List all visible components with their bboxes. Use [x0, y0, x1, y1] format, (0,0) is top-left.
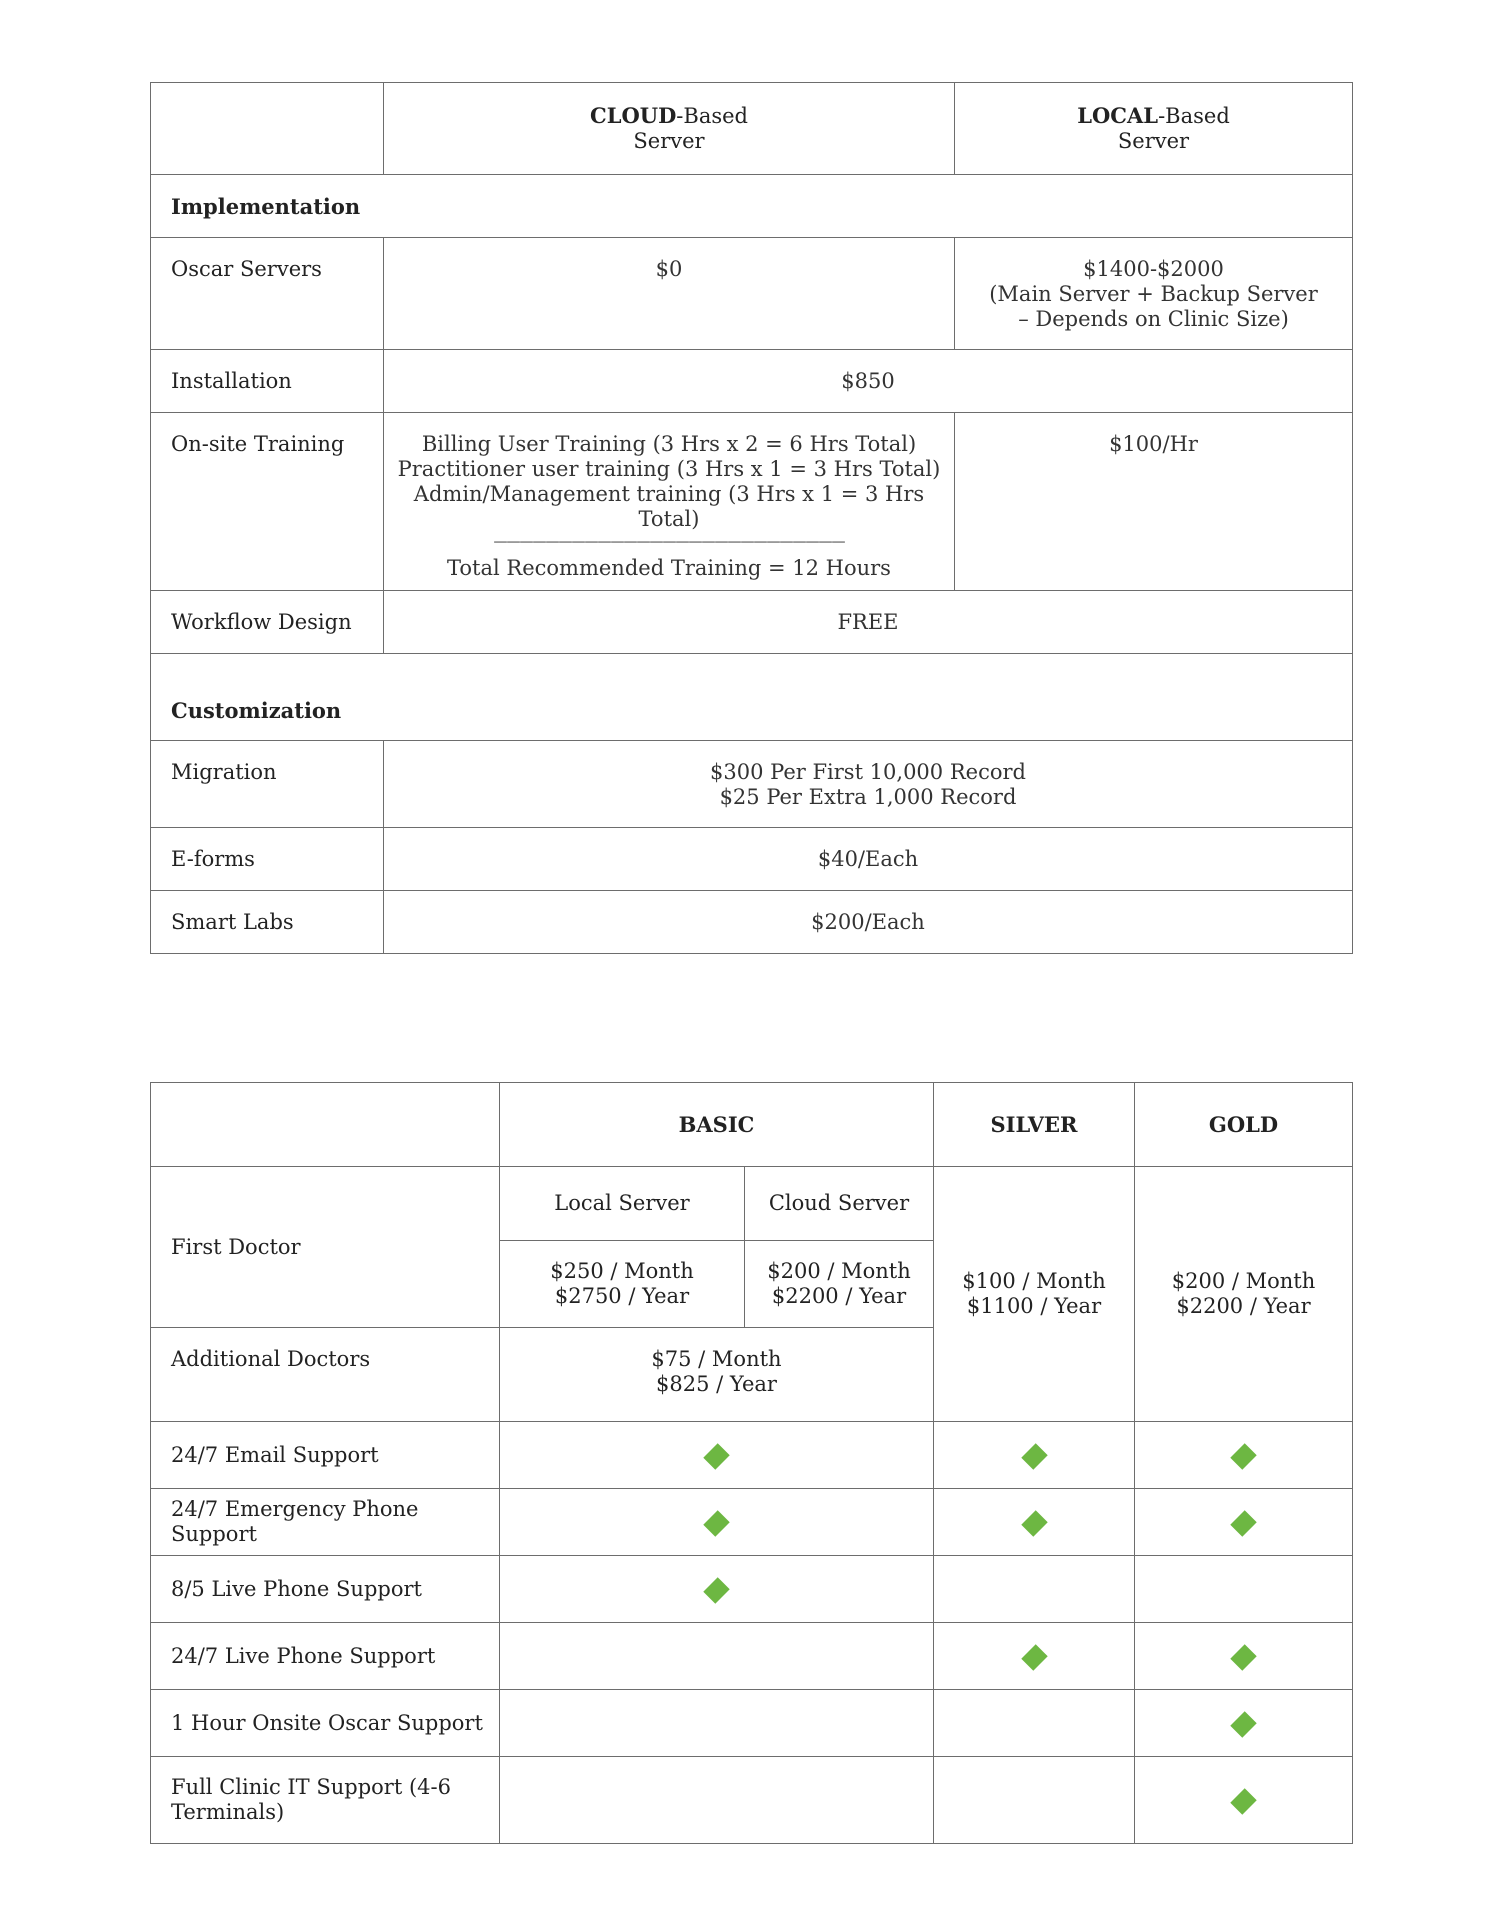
row-label-migration: Migration	[151, 741, 384, 828]
oscar-local-line: – Depends on Clinic Size)	[1018, 307, 1289, 331]
row-label-additional-doctors: Additional Doctors	[151, 1328, 500, 1422]
feature-row	[151, 1489, 1353, 1556]
row-label-workflow-design: Workflow Design	[151, 591, 384, 654]
basic-local-pricing	[500, 1241, 745, 1328]
feature-label: 24/7 Email Support	[151, 1422, 500, 1489]
feature-gold-cell	[1135, 1422, 1353, 1489]
migration-line: $25 Per Extra 1,000 Record	[719, 785, 1017, 809]
header-silver: SILVER	[934, 1083, 1135, 1167]
row-label-first-doctor: First Doctor	[151, 1167, 500, 1328]
silver-pricing	[934, 1167, 1135, 1422]
gold-year: $2200 / Year	[1176, 1294, 1311, 1318]
green-diamond-icon	[1021, 1510, 1047, 1536]
local-line2: Server	[1117, 129, 1190, 153]
local-year: $2750 / Year	[554, 1284, 690, 1308]
feature-basic-cell	[500, 1623, 934, 1690]
feature-gold-cell	[1135, 1690, 1353, 1757]
oscar-servers-local	[955, 238, 1353, 350]
basic-cloud-server-label: Cloud Server	[745, 1167, 934, 1241]
header-basic: BASIC	[500, 1083, 934, 1167]
implementation-pricing-table	[150, 82, 1353, 954]
training-line: Admin/Management training (3 Hrs x 1 = 3 Hrs Total)	[413, 482, 925, 531]
green-diamond-icon	[1230, 1510, 1256, 1536]
onsite-training-cloud	[384, 413, 955, 591]
additional-year: $825 / Year	[656, 1372, 777, 1396]
feature-rows	[151, 1422, 1353, 1844]
feature-label: 24/7 Live Phone Support	[151, 1623, 500, 1690]
training-line: Billing User Training (3 Hrs x 2 = 6 Hrs Total)	[421, 432, 917, 456]
header-empty-cell	[151, 83, 384, 175]
eforms-value: $40/Each	[384, 828, 1353, 891]
feature-label: 8/5 Live Phone Support	[151, 1556, 500, 1623]
additional-month: $75 / Month	[651, 1347, 782, 1371]
gold-pricing	[1135, 1167, 1353, 1422]
green-diamond-icon	[1230, 1788, 1256, 1814]
feature-gold-cell	[1135, 1489, 1353, 1556]
cloud-year: $2200 / Year	[771, 1284, 907, 1308]
feature-silver-cell	[934, 1623, 1135, 1690]
row-label-oscar-servers: Oscar Servers	[151, 238, 384, 350]
row-label-installation: Installation	[151, 350, 384, 413]
feature-row	[151, 1422, 1353, 1489]
feature-label: Full Clinic IT Support (4-6 Terminals)	[151, 1757, 500, 1844]
green-diamond-icon	[703, 1443, 729, 1469]
installation-value: $850	[384, 350, 1353, 413]
section-implementation: Implementation	[151, 175, 1353, 238]
feature-basic-cell	[500, 1556, 934, 1623]
local-month: $250 / Month	[550, 1259, 694, 1283]
header-empty-cell	[151, 1083, 500, 1167]
feature-basic-cell	[500, 1489, 934, 1556]
feature-row	[151, 1757, 1353, 1844]
green-diamond-icon	[703, 1510, 729, 1536]
cloud-rest-label: -Based	[676, 104, 748, 128]
migration-value	[384, 741, 1353, 828]
feature-gold-cell	[1135, 1757, 1353, 1844]
header-local-based	[955, 83, 1353, 175]
cloud-bold-label: CLOUD	[590, 103, 677, 128]
training-total: Total Recommended Training = 12 Hours	[447, 556, 891, 580]
local-rest-label: -Based	[1158, 104, 1230, 128]
feature-basic-cell	[500, 1757, 934, 1844]
feature-label: 1 Hour Onsite Oscar Support	[151, 1690, 500, 1757]
green-diamond-icon	[1230, 1711, 1256, 1737]
green-diamond-icon	[1230, 1443, 1256, 1469]
local-bold-label: LOCAL	[1077, 103, 1159, 128]
row-label-eforms: E-forms	[151, 828, 384, 891]
green-diamond-icon	[1021, 1644, 1047, 1670]
feature-gold-cell	[1135, 1623, 1353, 1690]
cloud-month: $200 / Month	[767, 1259, 911, 1283]
feature-row	[151, 1690, 1353, 1757]
training-divider: ———————————————————————————	[493, 534, 845, 550]
feature-basic-cell	[500, 1690, 934, 1757]
feature-silver-cell	[934, 1422, 1135, 1489]
green-diamond-icon	[1021, 1443, 1047, 1469]
gold-month: $200 / Month	[1171, 1269, 1316, 1293]
oscar-local-line: (Main Server + Backup Server	[989, 282, 1318, 306]
silver-year: $1100 / Year	[966, 1294, 1102, 1318]
feature-gold-cell	[1135, 1556, 1353, 1623]
feature-silver-cell	[934, 1757, 1135, 1844]
migration-line: $300 Per First 10,000 Record	[710, 760, 1026, 784]
basic-local-server-label: Local Server	[500, 1167, 745, 1241]
oscar-servers-cloud: $0	[384, 238, 955, 350]
training-line: Practitioner user training (3 Hrs x 1 = 3 Hrs Total)	[397, 457, 941, 481]
green-diamond-icon	[703, 1577, 729, 1603]
feature-row	[151, 1623, 1353, 1690]
feature-silver-cell	[934, 1690, 1135, 1757]
feature-silver-cell	[934, 1489, 1135, 1556]
feature-label: 24/7 Emergency Phone Support	[151, 1489, 500, 1556]
section-customization: Customization	[151, 654, 1353, 741]
row-label-onsite-training: On-site Training	[151, 413, 384, 591]
additional-doctors-pricing	[500, 1328, 934, 1422]
green-diamond-icon	[1230, 1644, 1256, 1670]
smart-labs-value: $200/Each	[384, 891, 1353, 954]
feature-row	[151, 1556, 1353, 1623]
header-gold: GOLD	[1135, 1083, 1353, 1167]
row-label-smart-labs: Smart Labs	[151, 891, 384, 954]
onsite-training-local: $100/Hr	[955, 413, 1353, 591]
workflow-design-value: FREE	[384, 591, 1353, 654]
cloud-line2: Server	[633, 129, 705, 153]
silver-month: $100 / Month	[962, 1269, 1106, 1293]
header-cloud-based	[384, 83, 955, 175]
feature-basic-cell	[500, 1422, 934, 1489]
basic-cloud-pricing	[745, 1241, 934, 1328]
feature-silver-cell	[934, 1556, 1135, 1623]
support-plans-table	[150, 1082, 1353, 1844]
oscar-local-line: $1400-$2000	[1083, 257, 1224, 281]
